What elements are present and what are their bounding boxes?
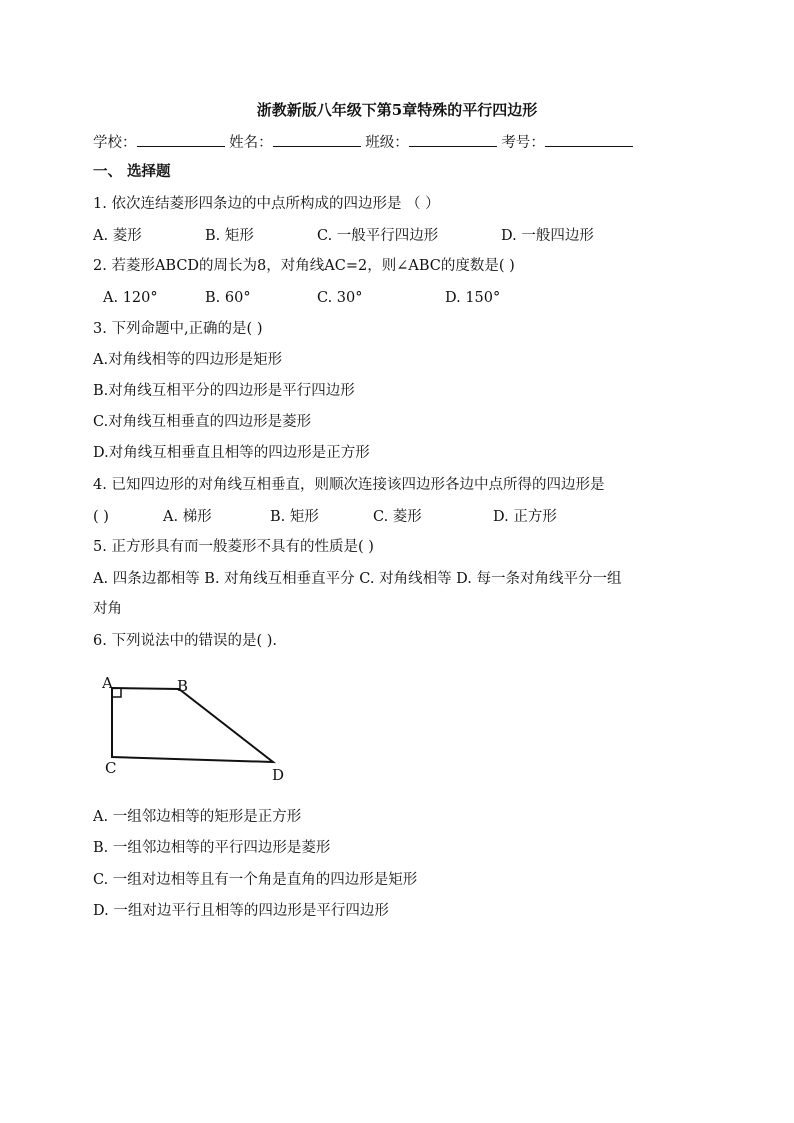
class-label: 班级： (365, 135, 409, 151)
q1-option-c: C. 一般平行四边形 (317, 228, 439, 244)
q5-options-line-2: 对角 (93, 601, 122, 617)
vertex-label-a: A (102, 674, 113, 692)
name-blank[interactable] (273, 132, 361, 147)
school-label: 学校： (93, 135, 137, 151)
q6-option-d: D. 一组对边平行且相等的四边形是平行四边形 (93, 903, 389, 919)
q4-option-a: A. 梯形 (163, 509, 212, 525)
q1-option-a: A. 菱形 (93, 228, 142, 244)
school-blank[interactable] (137, 132, 225, 147)
right-angle-mark (112, 688, 121, 697)
q4-answer-blank: ( ) (93, 509, 109, 525)
q3-option-b: B.对角线互相平分的四边形是平行四边形 (93, 383, 355, 399)
section-heading: 一、 选择题 (93, 163, 171, 180)
q6-option-b: B. 一组邻边相等的平行四边形是菱形 (93, 840, 331, 856)
exam-no-label: 考号： (501, 135, 545, 151)
q4-option-d: D. 正方形 (493, 509, 557, 525)
q2-option-b: B. 60° (205, 290, 251, 306)
question-6-stem: 6. 下列说法中的错误的是( ). (93, 633, 277, 649)
q1-option-d: D. 一般四边形 (501, 228, 594, 244)
q4-option-b: B. 矩形 (270, 509, 319, 525)
question-3-stem: 3. 下列命题中,正确的是( ) (93, 321, 263, 337)
question-1-stem: 1. 依次连结菱形四条边的中点所构成的四边形是 （ ） (93, 196, 440, 212)
document-title: 浙教新版八年级下第5章特殊的平行四边形 (256, 101, 538, 119)
q1-option-b: B. 矩形 (205, 228, 254, 244)
trapezoid-shape (112, 688, 273, 762)
q3-option-c: C.对角线互相垂直的四边形是菱形 (93, 414, 312, 430)
q5-options-line-1: A. 四条边都相等 B. 对角线互相垂直平分 C. 对角线相等 D. 每一条对角线平分一组 (93, 571, 622, 587)
question-5-stem: 5. 正方形具有而一般菱形不具有的性质是( ) (93, 539, 374, 555)
q2-option-c: C. 30° (317, 290, 363, 306)
class-blank[interactable] (409, 132, 497, 147)
trapezoid-figure (95, 670, 295, 785)
vertex-label-b: B (177, 677, 189, 695)
question-2-stem: 2. 若菱形ABCD的周长为8，对角线AC=2，则∠ABC的度数是( ) (93, 258, 515, 274)
q4-option-c: C. 菱形 (373, 509, 422, 525)
q3-option-a: A.对角线相等的四边形是矩形 (93, 352, 283, 368)
q2-option-d: D. 150° (445, 290, 501, 306)
exam-no-blank[interactable] (545, 132, 633, 147)
vertex-label-c: C (105, 759, 117, 777)
q6-option-c: C. 一组对边相等且有一个角是直角的四边形是矩形 (93, 872, 418, 888)
student-info-row (93, 132, 633, 153)
name-label: 姓名： (229, 135, 273, 151)
q2-option-a: A. 120° (103, 290, 158, 306)
vertex-label-d: D (272, 766, 285, 784)
q6-option-a: A. 一组邻边相等的矩形是正方形 (93, 809, 302, 825)
question-4-stem: 4. 已知四边形的对角线互相垂直，则顺次连接该四边形各边中点所得的四边形是 (93, 477, 605, 493)
q3-option-d: D.对角线互相垂直且相等的四边形是正方形 (93, 445, 370, 461)
